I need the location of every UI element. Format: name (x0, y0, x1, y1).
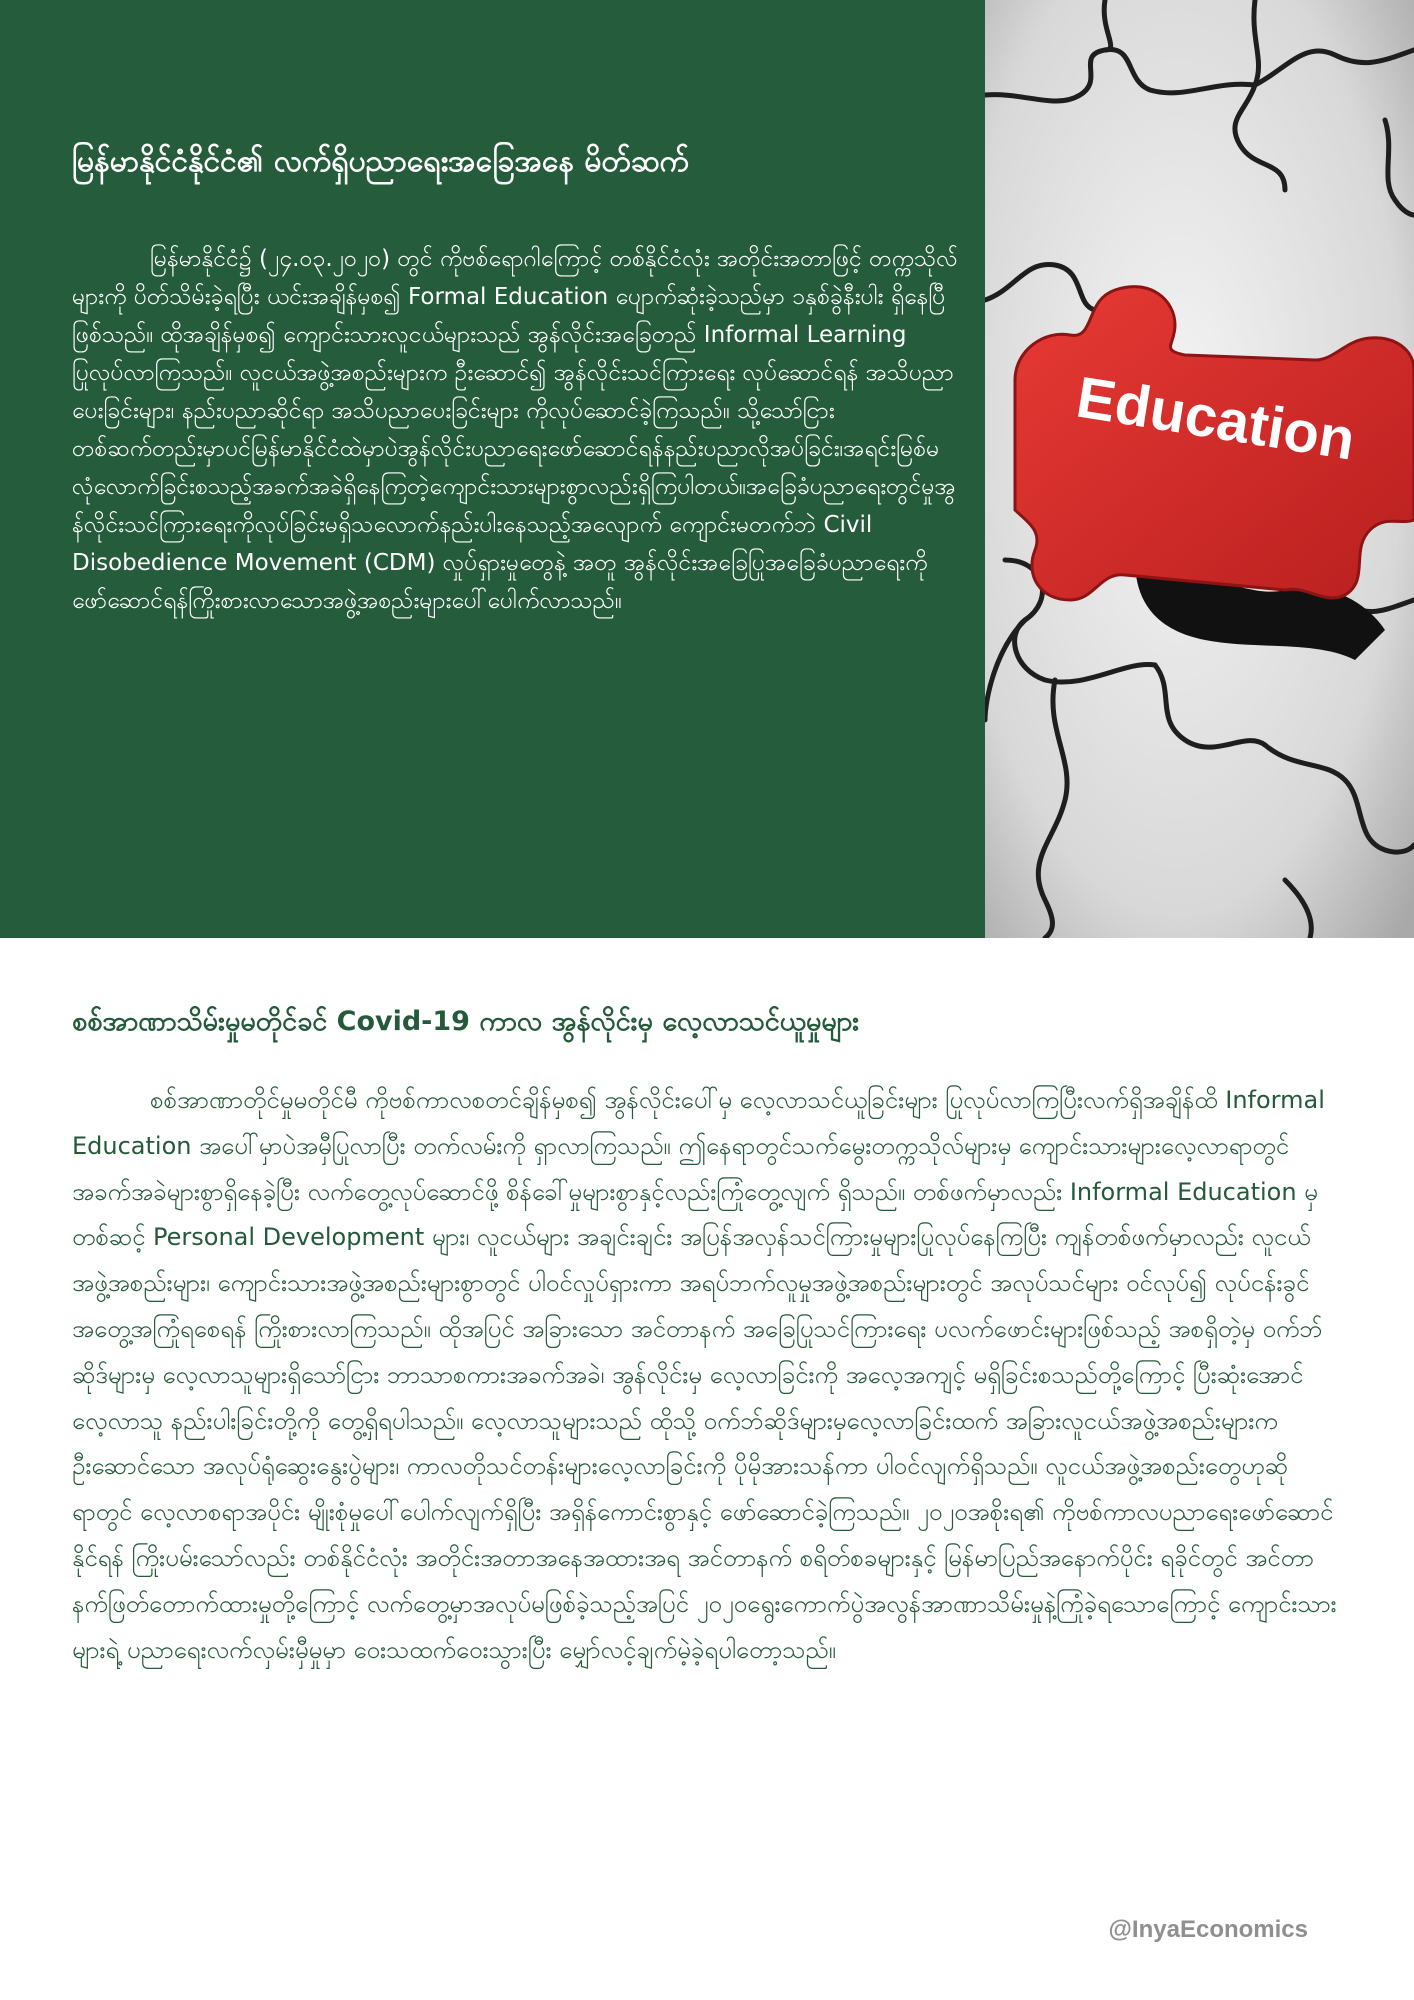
intro-paragraph: မြန်မာနိုင်ငံ၌ (၂၄.၀၃.၂၀၂၀) တွင် ကိုဗစ်ရောဂါကြောင့် တစ်နိုင်ငံလုံး အတိုင်းအတာဖြင့် တက္ကသိုလ်များကို ပိတ်သိမ်းခဲ့ရပြီး ယင်းအချိန်မှစ၍ Formal Education ပျောက်ဆုံးခဲ့သည်မှာ ၁နှစ်ခွဲနီးပါး ရှိနေပြီဖြစ်သည်။ ထိုအချိန်မှစ၍ ကျောင်းသားလူငယ်များသည် အွန်လိုင်းအခြေတည် Informal Learning ပြုလုပ်လာကြသည်။ လူငယ်အဖွဲ့အစည်းများက ဦးဆောင်၍ အွန်လိုင်းသင်ကြားရေး လုပ်ဆောင်ရန် အသိပညာပေးခြင်းများ၊ နည်းပညာဆိုင်ရာ အသိပညာပေးခြင်းများ ကိုလုပ်ဆောင်ခဲ့ကြသည်။ သို့သော်ငြားတစ်ဆက်တည်းမှာပင်မြန်မာနိုင်ငံထဲမှာပဲအွန်လိုင်းပညာရေးဖော်ဆောင်ရန်နည်းပညာလိုအပ်ခြင်း၊အရင်းမြစ်မလုံလောက်ခြင်းစသည့်အခက်အခဲရှိနေကြတဲ့ကျောင်းသားများစွာလည်းရှိကြပါတယ်။အခြေခံပညာရေးတွင်မှုအွန်လိုင်းသင်ကြားရေးကိုလုပ်ခြင်းမရှိသလောက်နည်းပါးနေသည့်အလျောက် ကျောင်းမတက်ဘဲ Civil Disobedience Movement (CDM) လှုပ်ရှားမှုတွေနဲ့ အတူ အွန်လိုင်းအခြေပြုအခြေခံပညာရေးကိုဖော်ဆောင်ရန်ကြိုးစားလာသောအဖွဲ့အစည်းများပေါ်ပေါက်လာသည်။ (72, 246, 958, 614)
covid-learning-paragraph: စစ်အာဏာတိုင်မှုမတိုင်မီ ကိုဗစ်ကာလစတင်ချိန်မှစ၍ အွန်လိုင်းပေါ်မှ လေ့လာသင်ယူခြင်းများ ပြုလုပ်လာကြပြီးလက်ရှိအချိန်ထိ Informal Education အပေါ်မှာပဲအမှီပြုလာပြီး တက်လမ်းကို ရှာလာကြသည်။ ဤနေရာတွင်သက်မွေးတက္ကသိုလ်များမှ ကျောင်းသားများလေ့လာရာတွင် အခက်အခဲများစွာရှိနေခဲ့ပြီး လက်တွေ့လုပ်ဆောင်ဖို့ စိန်ခေါ်မှုများစွာနှင့်လည်းကြုံတွေ့လျက် ရှိသည်။ တစ်ဖက်မှာလည်း Informal Education မှတစ်ဆင့် Personal Development များ၊ လူငယ်များ အချင်းချင်း အပြန်အလှန်သင်ကြားမှုများပြုလုပ်နေကြပြီး ကျန်တစ်ဖက်မှာလည်း လူငယ်အဖွဲ့အစည်းများ၊ ကျောင်းသားအဖွဲ့အစည်းများစွာတွင် ပါဝင်လှုပ်ရှားကာ အရပ်ဘက်လူမှုအဖွဲ့အစည်းများတွင် အလုပ်သင်များ ဝင်လုပ်၍ လုပ်ငန်းခွင်အတွေ့အကြုံရစေရန် ကြိုးစားလာကြသည်။ ထိုအပြင် အခြားသော အင်တာနက် အခြေပြုသင်ကြားရေး ပလက်ဖောင်းများဖြစ်သည့် အစရှိတဲ့မှ ဝက်ဘ်ဆိုဒ်များမှ လေ့လာသူများရှိသော်ငြား ဘာသာစကားအခက်အခဲ၊ အွန်လိုင်းမှ လေ့လာခြင်းကို အလေ့အကျင့် မရှိခြင်းစသည်တို့ကြောင့် ပြီးဆုံးအောင် လေ့လာသူ နည်းပါးခြင်းတို့ကို တွေ့ရှိရပါသည်။ လေ့လာသူများသည် ထိုသို့ ဝက်ဘ်ဆိုဒ်များမှလေ့လာခြင်းထက် အခြားလူငယ်အဖွဲ့အစည်းများက ဦးဆောင်သော အလုပ်ရုံဆွေးနွေးပွဲများ၊ ကာလတိုသင်တန်းများလေ့လာခြင်းကို ပိုမိုအားသန်ကာ ပါဝင်လျက်ရှိသည်။ လူငယ်အဖွဲ့အစည်းတွေဟုဆိုရာတွင် လေ့လာစရာအပိုင်း မျိုးစုံမှုပေါ်ပေါက်လျက်ရှိပြီး အရှိန်ကောင်းစွာနှင့် ဖော်ဆောင်ခဲ့ကြသည်။ ၂၀၂၀အစိုးရ၏ ကိုဗစ်ကာလပညာရေးဖော်ဆောင်နိုင်ရန် ကြိုးပမ်းသော်လည်း တစ်နိုင်ငံလုံး အတိုင်းအတာအနေအထားအရ အင်တာနက် စရိတ်စခများနှင့် မြန်မာပြည်အနောက်ပိုင်း ရခိုင်တွင် အင်တာနက်ဖြတ်တောက်ထားမှုတို့ကြောင့် လက်တွေ့မှာအလုပ်မဖြစ်ခဲ့သည့်အပြင် ၂၀၂၀ရွေးကောက်ပွဲအလွန်အာဏာသိမ်းမှုနဲ့ကြုံခဲ့ရသောကြောင့် ကျောင်းသားများရဲ့ ပညာရေးလက်လှမ်းမှီမှုမှာ ဝေးသထက်ဝေးသွားပြီး မျှော်လင့်ချက်မဲ့ခဲ့ရပါတော့သည်။ (72, 1086, 1337, 1664)
intro-title: မြန်မာနိုင်ငံနိုင်ငံ၏ လက်ရှိပညာရေးအခြေအနေ မိတ်ဆက် (72, 144, 690, 179)
education-label: Education (1072, 364, 1360, 473)
puzzle-illustration (985, 0, 1414, 938)
education-puzzle-image (985, 0, 1414, 938)
section-heading-covid-learning: စစ်အာဏာသိမ်းမှုမတိုင်ခင် Covid-19 ကာလ အွန်လိုင်းမှ လေ့လာသင်ယူမှုများ (72, 1006, 860, 1037)
top-section (0, 0, 1414, 938)
brand-handle: @InyaEconomics (1108, 1916, 1308, 1943)
intro-panel (0, 0, 985, 938)
